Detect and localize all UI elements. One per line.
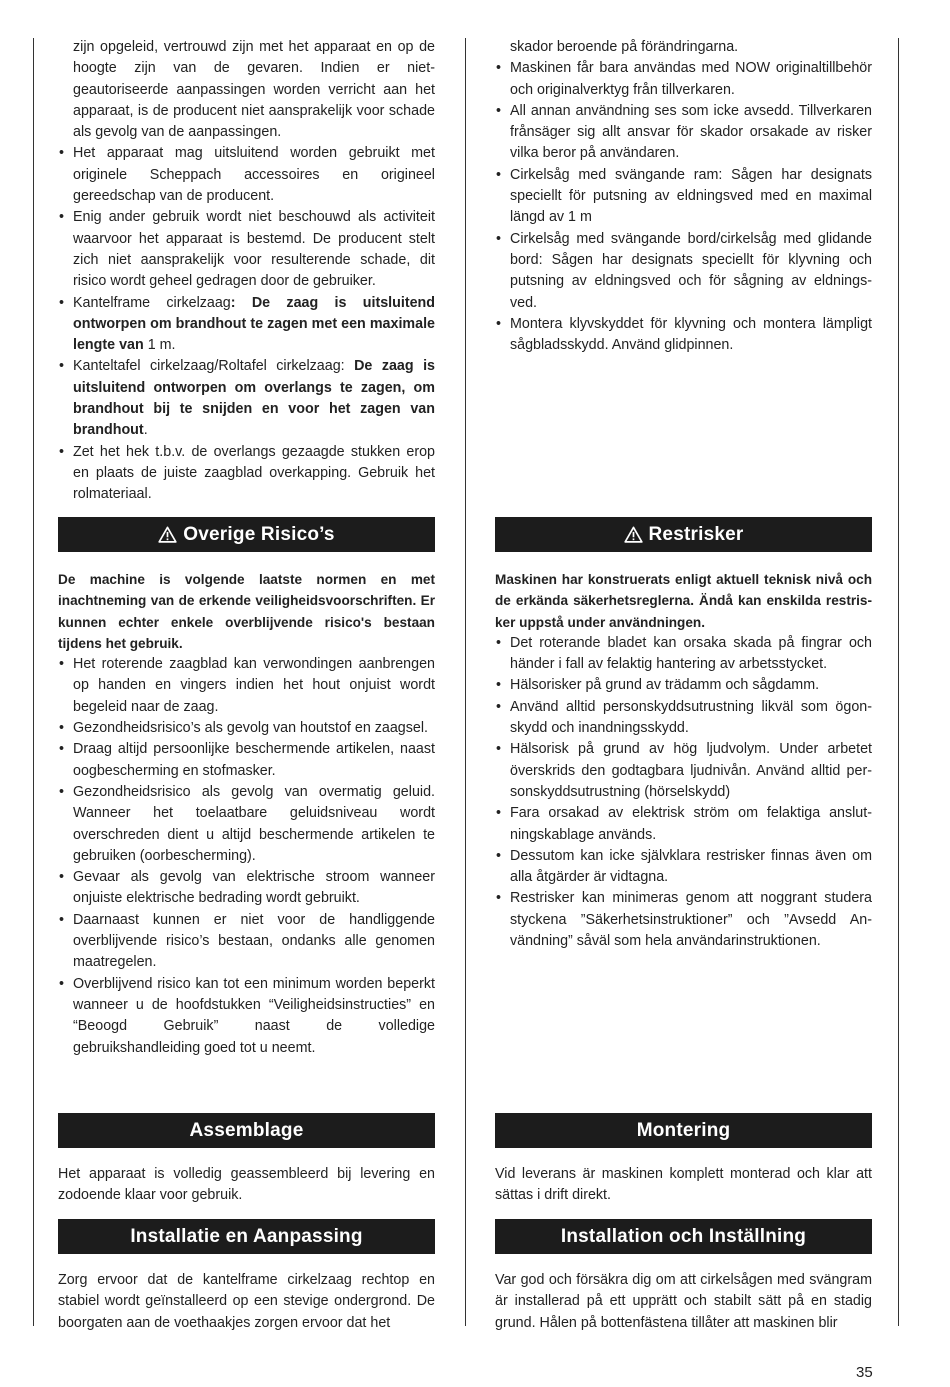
- item-prefix: Kantelframe cirkelzaag: [73, 294, 231, 311]
- right-intended-use-section: [495, 37, 872, 356]
- left-risk-section: [58, 569, 435, 1059]
- right-risk-header: [495, 517, 872, 552]
- left-install-text: Zorg ervoor dat de kantelframe cirkelzaag rechtop en stabiel wordt geïnstalleerd op een stevige ondergrond. De boorgaten aan de voethaakjes zorgen ervoor dat het: [58, 1272, 435, 1331]
- list-item: [58, 293, 435, 357]
- left-risk-header: [58, 517, 435, 552]
- right-risk-section: [495, 569, 872, 952]
- right-top-continuation: skador beroende på förändringarna.: [510, 39, 739, 55]
- list-item: • Het apparaat mag uitsluitend worden gebruikt met originele Scheppach accessoires en origineel gereedschap van de producent.: [58, 143, 435, 207]
- left-risk-title: Overige Risico’s: [183, 524, 335, 545]
- right-risk-title: Restrisker: [648, 524, 744, 545]
- list-item: • Hälsorisker på grund av trädamm och sågdamm.: [495, 675, 872, 696]
- list-item: • Gezondheidsrisico als gevolg van overmatig geluid. Wanneer het toelaatbare geluidsniveau wordt overschreden dient u altijd beschermende artikelen te gebruiken (oorbescherming).: [58, 782, 435, 867]
- left-assembly-title: Assemblage: [189, 1120, 304, 1141]
- list-item: • Overblijvend risico kan tot een minimum worden beperkt wanneer u de hoofdstukken “Veiligheidsinstructies” en “Beoogd Gebruik” naast de volledige gebruikshandleiding goed tot u neemt.: [58, 974, 435, 1059]
- left-install-header: [58, 1219, 435, 1254]
- list-item: • Gezondheidsrisico’s als gevolg van houtstof en zaagsel.: [58, 718, 435, 739]
- list-item: • Enig ander gebruik wordt niet beschouwd als activiteit waarvoor het apparaat is bestemd. De producent stelt zich niet aansprakelijk voor resulterende schade, dit risico wordt geheel gedragen door de gebruiker.: [58, 207, 435, 292]
- list-item: • Montera klyvskyddet för klyvning och montera lämpligt sågbladsskydd. Använd glidpinnen.: [495, 314, 872, 357]
- list-item: • Det roterande bladet kan orsaka skada på fingrar och händer i fall av felaktig hantering av arbetsstycket.: [495, 633, 872, 676]
- right-assembly-header: [495, 1113, 872, 1148]
- right-install-header: [495, 1219, 872, 1254]
- right-install-text: Var god och försäkra dig om att cirkelsågen med svängram är installerad på ett upprätt och stabilt sätt på en stadig grund. Hålen på bottenfästena tillåter att maskinen blir: [495, 1272, 872, 1331]
- left-intended-use-list: [58, 143, 435, 505]
- list-item: • Het roterende zaagblad kan verwondingen aanbrengen op handen en vingers indien het hout onjuist wordt begeleid naar de zaag.: [58, 654, 435, 718]
- page-number: 35: [856, 1364, 873, 1381]
- right-margin-rule: [898, 38, 899, 1326]
- item-bold: De zaag is uitsluitend ontworpen om overlangs te zagen, om brandhout bij te snijden en voor het zagen van brandhout: [73, 358, 435, 439]
- center-rule: [465, 38, 466, 1326]
- left-install-title: Installatie en Aanpassing: [130, 1226, 363, 1247]
- list-item: • All annan användning ses som icke avsedd. Tillverkaren frånsäger sig allt ansvar för skador orsakade av risker vilka beror på användaren.: [495, 101, 872, 165]
- item-suffix: .: [143, 422, 148, 439]
- list-item: • Hälsorisk på grund av hög ljudvolym. Under arbetet överskrids den godtagbara ljudnivån. Använd alltid per-sonskyddsutrustning (hörselskydd): [495, 739, 872, 803]
- list-item: • Daarnaast kunnen er niet voor de handliggende overblijvende risico’s bestaan, ondanks alle genomen maatregelen.: [58, 910, 435, 974]
- left-intended-use-section: [58, 37, 435, 506]
- right-risk-list: [495, 633, 872, 952]
- right-assembly-title: Montering: [636, 1120, 731, 1141]
- list-item: [58, 356, 435, 441]
- warning-icon: [624, 526, 643, 543]
- item-suffix: 1 m.: [143, 337, 176, 354]
- list-item: • Cirkelsåg med svängande ram: Sågen har designats speciellt för putsning av eldningsved med en maximal längd av 1 m: [495, 165, 872, 229]
- list-item: • Maskinen får bara användas med NOW originaltillbehör och originalverktyg från tillverkaren.: [495, 58, 872, 101]
- list-item: • Dessutom kan icke självklara restrisker finnas även om alla åtgärder är vidtagna.: [495, 846, 872, 889]
- right-assembly-section: [495, 1164, 872, 1207]
- list-item: • Cirkelsåg med svängande bord/cirkelsåg med glidande bord: Sågen har designats speciellt för klyvning och putsning av eldningsved och för sågning av eldnings-ved.: [495, 229, 872, 314]
- left-risk-intro: De machine is volgende laatste normen en met inachtneming van de erkende veiligheidsvoorschriften. Er kunnen echter enkele overblijvende risico's bestaan tijdens het gebruik.: [58, 572, 435, 651]
- left-assembly-text: Het apparaat is volledig geassembleerd bij levering en zodoende klaar voor gebruik.: [58, 1166, 435, 1204]
- left-top-continuation: zijn opgeleid, vertrouwd zijn met het apparaat en op de hoogte zijn van de gevaren. Indien er niet-geautoriseerde aanpassingen worden verricht aan het apparaat, is de producent niet aansprakelijk voor schade als gevolg van de aanpassingen.: [73, 39, 435, 141]
- left-risk-list: [58, 654, 435, 1059]
- list-item: • Fara orsakad av elektrisk ström om felaktiga anslut-ningskablage används.: [495, 803, 872, 846]
- left-install-section: [58, 1270, 435, 1334]
- right-intended-use-list: [495, 58, 872, 356]
- left-assembly-section: [58, 1164, 435, 1207]
- left-assembly-header: [58, 1113, 435, 1148]
- list-item: • Gevaar als gevolg van elektrische stroom wanneer onjuiste elektrische bedrading wordt gebruikt.: [58, 867, 435, 910]
- list-item: • Zet het hek t.b.v. de overlangs gezaagde stukken erop en plaats de juiste zaagblad overkapping. Gebruik het rolmateriaal.: [58, 442, 435, 506]
- list-item: • Använd alltid personskyddsutrustning likväl som ögon-skydd och inandningsskydd.: [495, 697, 872, 740]
- list-item: • Draag altijd persoonlijke beschermende artikelen, naast oogbescherming en stofmasker.: [58, 739, 435, 782]
- item-prefix: Kanteltafel cirkelzaag/Roltafel cirkelzaag:: [73, 358, 355, 375]
- right-install-title: Installation och Inställning: [560, 1226, 807, 1247]
- warning-icon: [158, 526, 177, 543]
- right-assembly-text: Vid leverans är maskinen komplett monterad och klar att sättas i drift direkt.: [495, 1166, 872, 1204]
- right-risk-intro: Maskinen har konstruerats enligt aktuell teknisk nivå och de erkända säkerhetsreglerna. Ändå kan enskilda restris-ker uppstå under användningen.: [495, 572, 872, 630]
- left-margin-rule: [33, 38, 34, 1326]
- right-install-section: [495, 1270, 872, 1334]
- item-bold: : De zaag is uitsluitend ontworpen om brandhout te zagen met een maximale lengte van: [73, 294, 436, 354]
- list-item: • Restrisker kan minimeras genom att noggrant studera styckena ”Säkerhetsinstruktioner” och ”Avsedd An-vändning” såväl som hela användarinstruktionen.: [495, 888, 872, 952]
